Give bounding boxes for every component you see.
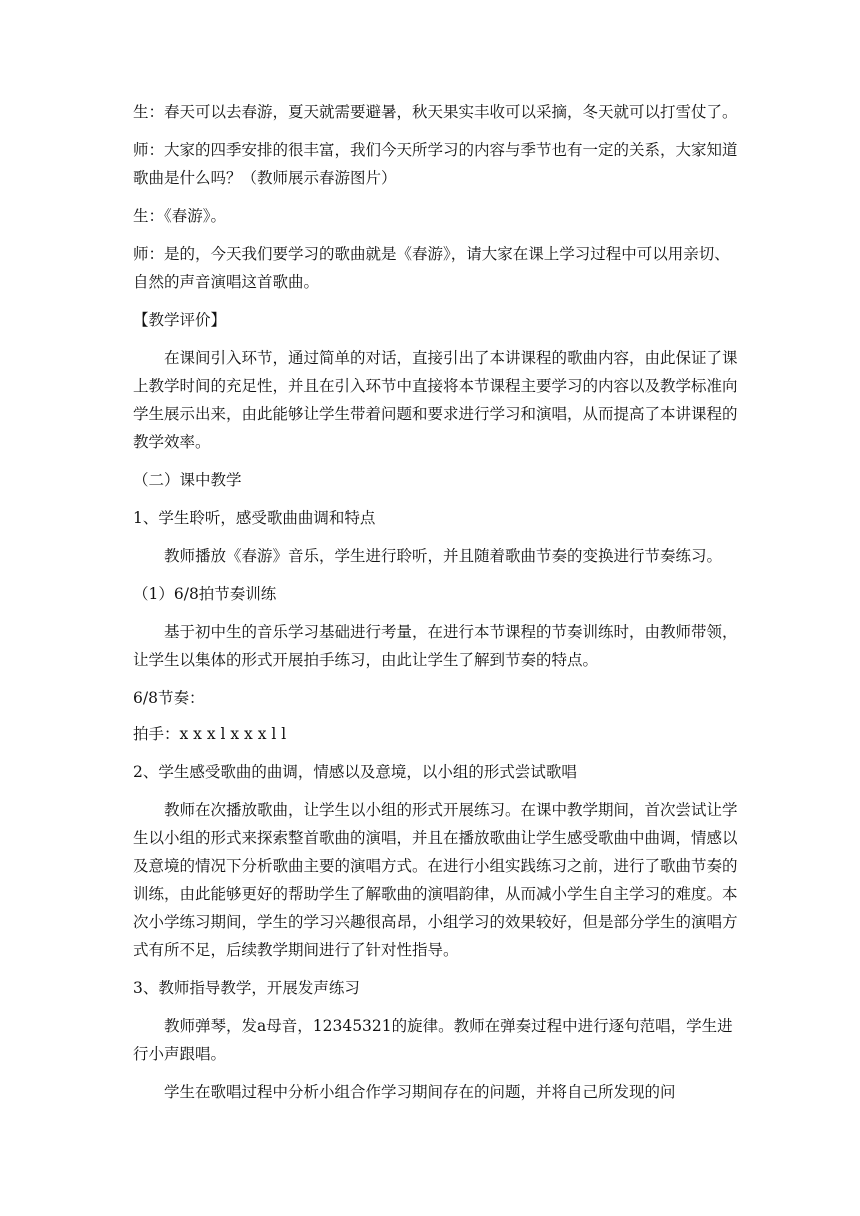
subheading-rhythm-training: （1）6/8拍节奏训练	[133, 585, 277, 603]
document-page	[133, 98, 738, 1116]
clap-rhythm-line: 拍手：x x x l x x x l l	[133, 725, 287, 743]
step-heading-1: 1、学生聆听，感受歌曲曲调和特点	[133, 509, 376, 527]
step-3-paragraph: 教师弹琴，发a母音，12345321的旋律。教师在弹奏过程中进行逐句范唱，学生进行小声跟唱。	[133, 1017, 733, 1063]
rhythm-training-paragraph: 基于初中生的音乐学习基础进行考量，在进行本节课程的节奏训练时，由教师带领，让学生以集体的形式开展拍手练习，由此让学生了解到节奏的特点。	[133, 623, 738, 669]
section-heading-evaluation: 【教学评价】	[133, 311, 227, 329]
dialogue-teacher-2: 师：是的，今天我们要学习的歌曲就是《春游》，请大家在课上学习过程中可以用亲切、自然的声音演唱这首歌曲。	[133, 245, 730, 291]
step-1-paragraph: 教师播放《春游》音乐，学生进行聆听，并且随着歌曲节奏的变换进行节奏练习。	[164, 547, 723, 565]
final-paragraph: 学生在歌唱过程中分析小组合作学习期间存在的问题，并将自己所发现的问	[164, 1083, 676, 1101]
dialogue-teacher-1: 师：大家的四季安排的很丰富，我们今天所学习的内容与季节也有一定的关系，大家知道歌曲是什么吗？（教师展示春游图片）	[133, 141, 738, 187]
step-heading-2: 2、学生感受歌曲的曲调，情感以及意境，以小组的形式尝试歌唱	[133, 763, 577, 781]
rhythm-label: 6/8节奏：	[133, 689, 205, 707]
section-heading-in-class-teaching: （二）课中教学	[133, 471, 242, 489]
dialogue-student-1: 生：春天可以去春游，夏天就需要避暑，秋天果实丰收可以采摘，冬天就可以打雪仗了。	[133, 103, 738, 121]
dialogue-student-2: 生：《春游》。	[133, 207, 227, 225]
evaluation-paragraph: 在课间引入环节，通过简单的对话，直接引出了本讲课程的歌曲内容，由此保证了课上教学时间的充足性，并且在引入环节中直接将本节课程主要学习的内容以及教学标准向学生展示出来，由此能够让学生带着问题和要求进行学习和演唱，从而提高了本讲课程的教学效率。	[133, 349, 738, 451]
step-2-paragraph: 教师在次播放歌曲，让学生以小组的形式开展练习。在课中教学期间，首次尝试让学生以小组的形式来探索整首歌曲的演唱，并且在播放歌曲让学生感受歌曲中曲调，情感以及意境的情况下分析歌曲主要的演唱方式。在进行小组实践练习之前，进行了歌曲节奏的训练，由此能够更好的帮助学生了解歌曲的演唱韵律，从而减小学生自主学习的难度。本次小学练习期间，学生的学习兴趣很高昂，小组学习的效果较好，但是部分学生的演唱方式有所不足，后续教学期间进行了针对性指导。	[133, 801, 738, 959]
step-heading-3: 3、教师指导教学，开展发声练习	[133, 979, 360, 997]
